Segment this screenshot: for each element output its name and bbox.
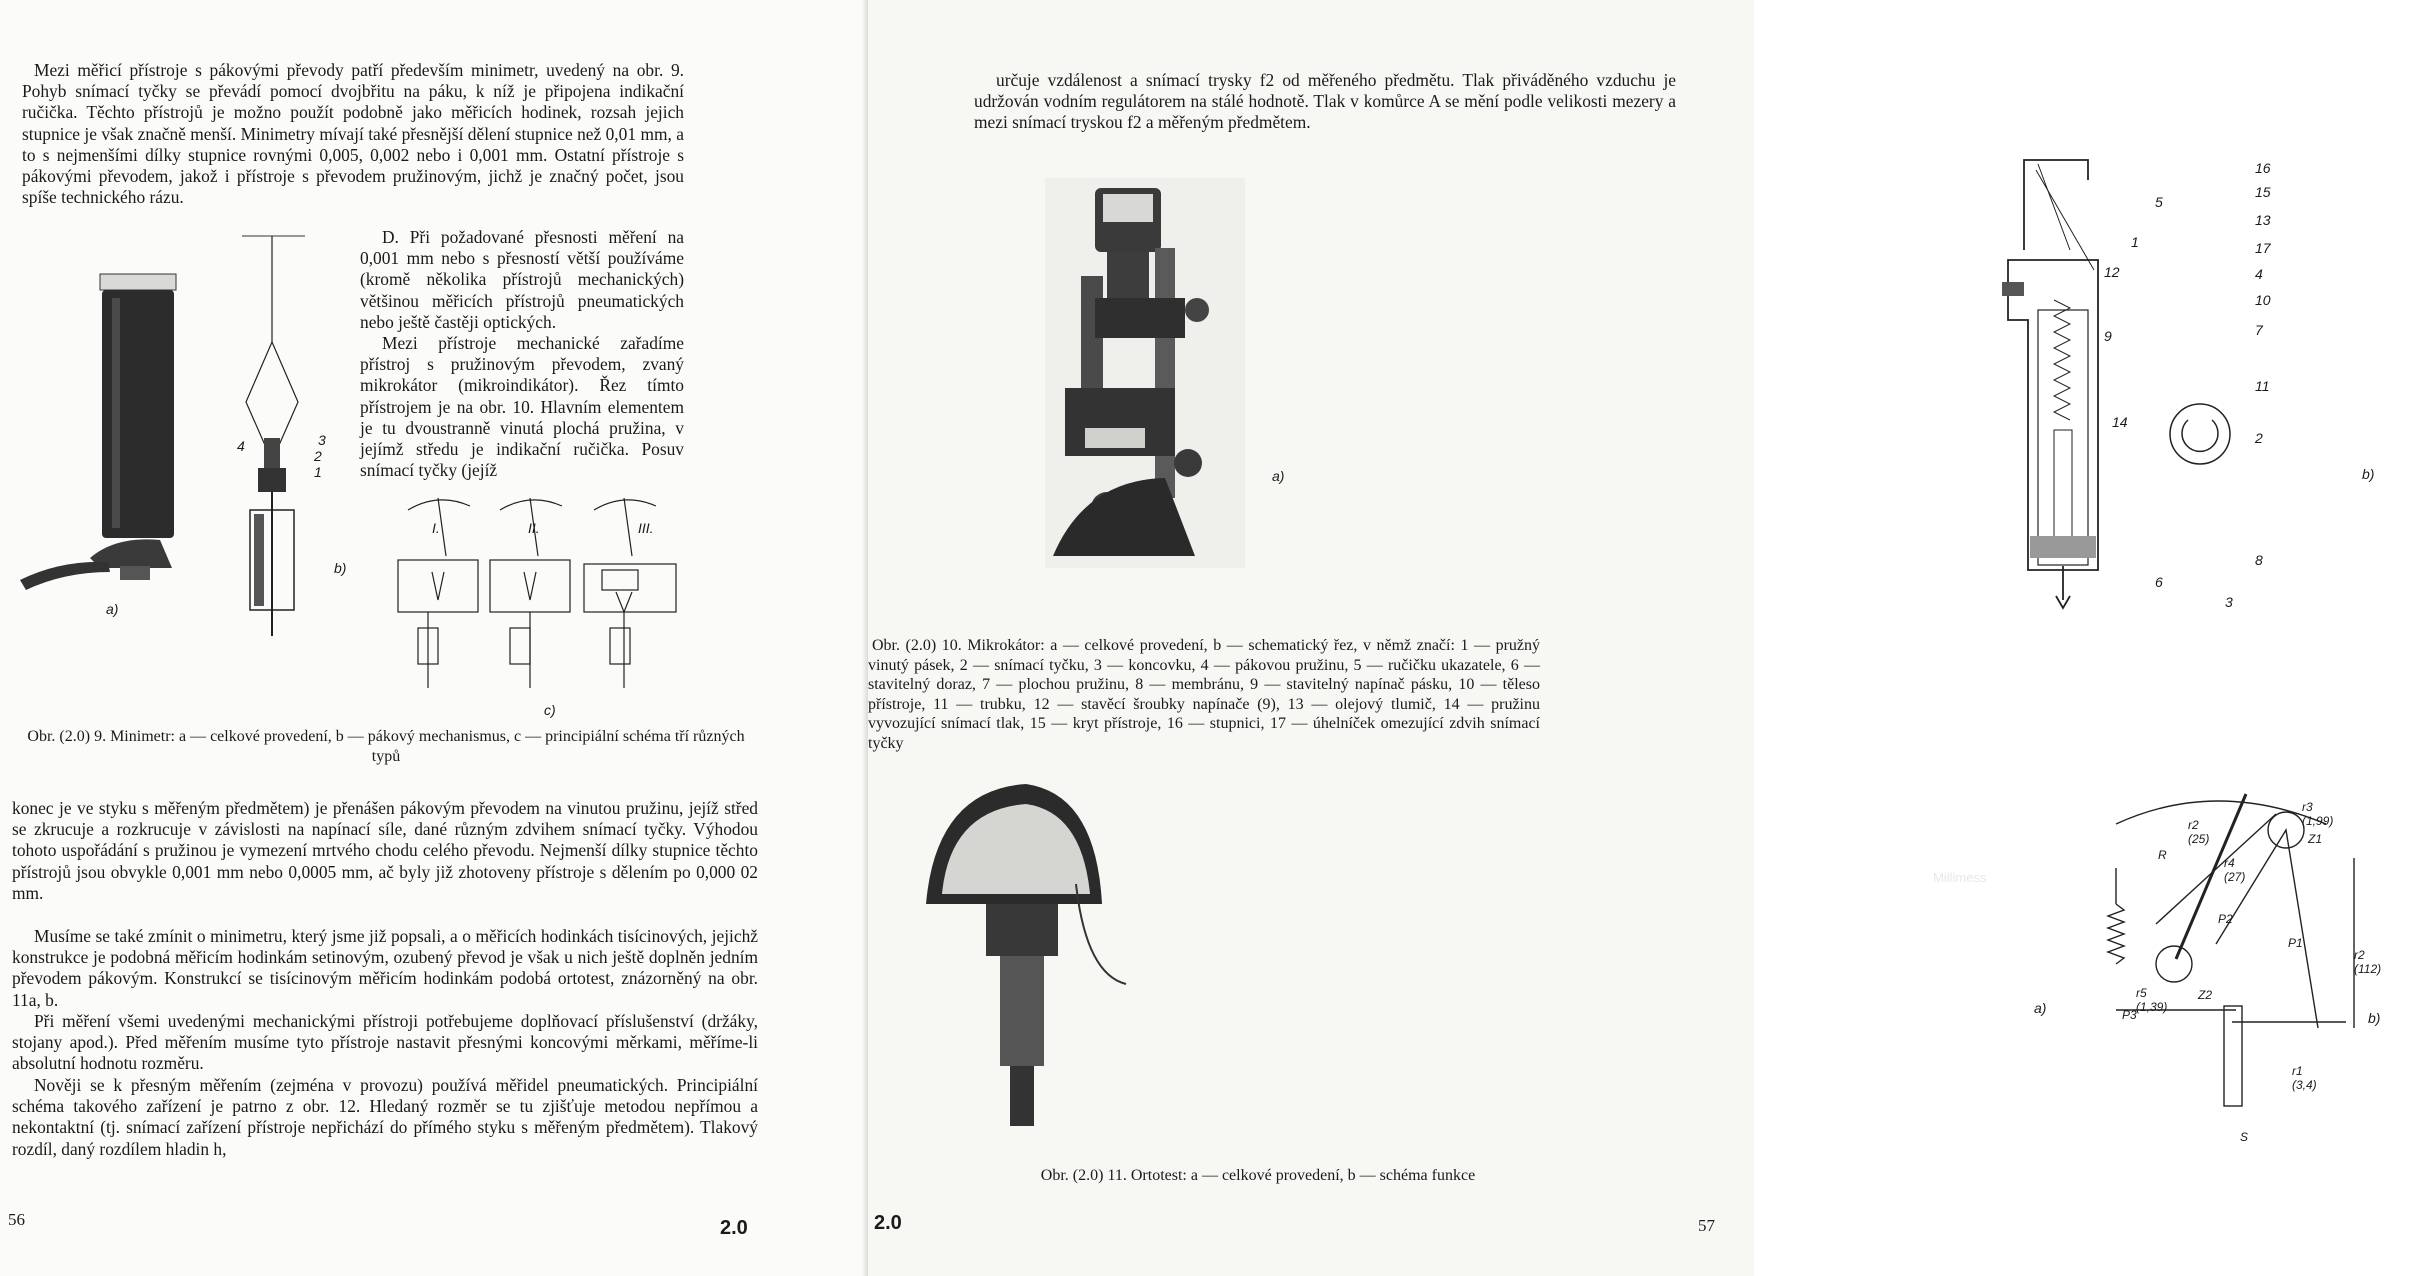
fig10-label-n10: 10 — [2255, 292, 2271, 308]
fig11-label-R: R — [2158, 848, 2167, 862]
fig9-label-n4: 4 — [237, 438, 245, 454]
fig9a-minimetr-photo — [20, 268, 180, 598]
fig11-label-a: a) — [2034, 1000, 2047, 1016]
fig10-label-b: b) — [2362, 466, 2375, 482]
right-page — [868, 0, 2382, 1276]
fig10-label-n12: 12 — [2104, 264, 2120, 280]
fig11-label-z1: Z1 — [2308, 832, 2323, 846]
fig11a-ortotest-photo — [926, 774, 1106, 1134]
fig11-label-p1: P1 — [2288, 936, 2303, 950]
left-chapter-number: 2.0 — [720, 1217, 748, 1239]
fig11-label-p2: P2 — [2218, 912, 2233, 926]
fig9-label-c: c) — [544, 702, 556, 718]
fig9-label-t3: III. — [638, 520, 654, 536]
left-paragraph-5: Musíme se také zmínit o minimetru, který jsme již popsali, a o měřicích hodinkách tisícinových, jejichž konstrukce je podobná měřicím hodinkám setinovým, ozubený převod je však u nich ještě doplněn jedním převodem pákovým. Konstrukcí se tisícinovým měřicím hodinkám podobá ortotest, znázorněný na obr. 11a, b. — [12, 926, 758, 1010]
fig9-label-b: b) — [334, 560, 347, 576]
right-page-number: 57 — [1698, 1216, 1715, 1235]
left-paragraph-2: D. Při požadované přesnosti měření na 0,001 mm nebo s přesností větší používáme (kromě několika přístrojů mechanických) většinou měřicích přístrojů pneumatických nebo ještě častěji optických. — [360, 227, 684, 332]
fig10-label-n15: 15 — [2255, 184, 2271, 200]
fig11-label-z2: Z2 — [2198, 988, 2213, 1002]
fig10-label-n1: 1 — [2131, 234, 2139, 250]
fig11-label-r2: r2 (25) — [2188, 818, 2210, 846]
left-page — [0, 0, 868, 1276]
fig9-caption: Obr. (2.0) 9. Minimetr: a — celkové provedení, b — pákový mechanismus, c — principiální schéma tří různých typů — [27, 728, 745, 765]
fig11-label-r4: r4 (27) — [2224, 856, 2246, 884]
fig10-label-n5: 5 — [2155, 194, 2163, 210]
fig11-label-r5: r5 (1,39) — [2136, 986, 2168, 1014]
fig10-label-n8: 8 — [2255, 552, 2263, 568]
fig9-label-n3: 3 — [318, 432, 326, 448]
left-paragraph-1: Mezi měřicí přístroje s pákovými převody patří především minimetr, uvedený na obr. 9. Pohyb snímací tyčky se převádí pomocí dvojbřitu na páku, k níž je připojena indikační ručička. Těchto přístrojů je možno použít podobně jako měřicích hodinek, rozsah jejich stupnice je však značně menší. Minimetry mívají také přesnější dělení stupnice než 0,01 mm, a to s nejmenšími dílky stupnice rovnými 0,005, 0,002 nebo i 0,001 mm. Ostatní přístroje s pákovými převodem, jakož i přístroje s převodem pružinovým, jichž je značný počet, jsou spíše technického rázu. — [22, 60, 684, 208]
fig10-label-a: a) — [1272, 468, 1285, 484]
fig10-label-n4: 4 — [2255, 266, 2263, 282]
fig10-label-n17: 17 — [2255, 240, 2271, 256]
fig10-caption: Obr. (2.0) 10. Mikrokátor: a — celkové provedení, b — schematický řez, v němž značí: 1 — pružný vinutý pásek, 2 — snímací tyčku, 3 — koncovku, 4 — pákovou pružinu, 5 — ručičku ukazatele, 6 — stavitelný doraz, 7 — plochou pružinu, 8 — membránu, 9 — stavitelný napínač pásku, 10 — těleso přístroje, 11 — trubku, 12 — stavěcí šroubky napínače (9), 13 — olejový tlumič, 14 — pružinu vyvozující snímací tlak, 15 — kryt přístroje, 16 — stupnici, 17 — úhelníček omezující zdvih snímací tyčky — [868, 637, 1540, 752]
fig9-label-n1: 1 — [314, 464, 322, 480]
fig11-label-r2b: r2 (112) — [2354, 948, 2382, 976]
fig11-label-b: b) — [2368, 1010, 2381, 1026]
fig10-label-n3: 3 — [2225, 594, 2233, 610]
fig9-label-n2: 2 — [314, 448, 322, 464]
fig11-caption: Obr. (2.0) 11. Ortotest: a — celkové provedení, b — schéma funkce — [1040, 1167, 1476, 1184]
right-chapter-number: 2.0 — [874, 1212, 902, 1234]
fig10-label-n7: 7 — [2255, 322, 2263, 338]
fig10-label-n2: 2 — [2255, 430, 2263, 446]
fig10-label-n16: 16 — [2255, 160, 2271, 176]
fig11-label-r3: r3 (1,99) — [2302, 800, 2334, 828]
fig10-label-n6: 6 — [2155, 574, 2163, 590]
fig11-label-r1: r1 (3,4) — [2292, 1064, 2317, 1092]
right-paragraph-1: určuje vzdálenost a snímací trysky f2 od měřeného předmětu. Tlak přiváděného vzduchu je udržován vodním regulátorem na stálé hodnotě. Tlak v komůrce A se mění podle velikosti mezery a mezi snímací tryskou f2 a měřeným předmětem. — [974, 70, 1676, 133]
left-page-number: 56 — [8, 1210, 25, 1229]
left-paragraph-7: Nověji se k přesným měřením (zejména v provozu) používá měřidel pneumatických. Principiální schéma takového zařízení je patrno z obr. 12. Hledaný rozměr se tu zjišťuje metodou nepřímou a nekontaktní (tj. snímací zařízení přístroje nepřichází do přímého styku s měřeným předmětem). Tlakový rozdíl, daný rozdílem hladin h, — [12, 1075, 758, 1159]
fig9-label-a: a) — [106, 601, 119, 617]
fig11-label-s: S — [2240, 1130, 2249, 1144]
fig10a-mikrokator-photo — [1045, 178, 1245, 568]
fig10b-schematic-section — [1978, 150, 2258, 610]
left-paragraph-6: Při měření všemi uvedenými mechanickými přístroji potřebujeme doplňovací příslušenství (držáky, stojany apod.). Před měřením musíme tyto přístroje nastavit přesnými koncovými měrkami, měříme-li absolutní hodnotu rozměru. — [12, 1011, 758, 1074]
fig10-label-n13: 13 — [2255, 212, 2271, 228]
left-paragraph-3: Mezi přístroje mechanické zařadíme přístroj s pružinovým převodem, zvaný mikrokátor (mikroindikátor). Řez tímto přístrojem je na obr. 10. Hlavním elementem je tu dvoustranně vinutá plochá pružina, v jejímž středu je indikační ručička. Posuv snímací tyčky (jejíž — [360, 333, 684, 481]
fig9-label-t1: I. — [432, 520, 440, 536]
left-paragraph-4: konec je ve styku s měřeným předmětem) je přenášen pákovým převodem na vinutou pružinu, jejíž střed se zkrucuje a rozkrucuje v závislosti na napínací síle, dané různým zdvihem snímací tyčky. Výhodou tohoto uspořádání s pružinou je vymezení mrtvého chodu celého převodu. Nejmenší dílky stupnice těchto přístrojů jsou obvykle 0,001 mm nebo 0,0005 mm, ač byly již zhotoveny přístroje s dělením po 0,000 02 mm. — [12, 798, 758, 903]
fig9-label-t2: II. — [528, 520, 540, 536]
fig10-label-n9: 9 — [2104, 328, 2112, 344]
fig10-label-n11: 11 — [2255, 378, 2270, 394]
fig11-label-p3: P3 — [2122, 1008, 2137, 1022]
fig11-label-brand: Millimess — [1933, 870, 1987, 885]
fig10-label-n14: 14 — [2112, 414, 2128, 430]
